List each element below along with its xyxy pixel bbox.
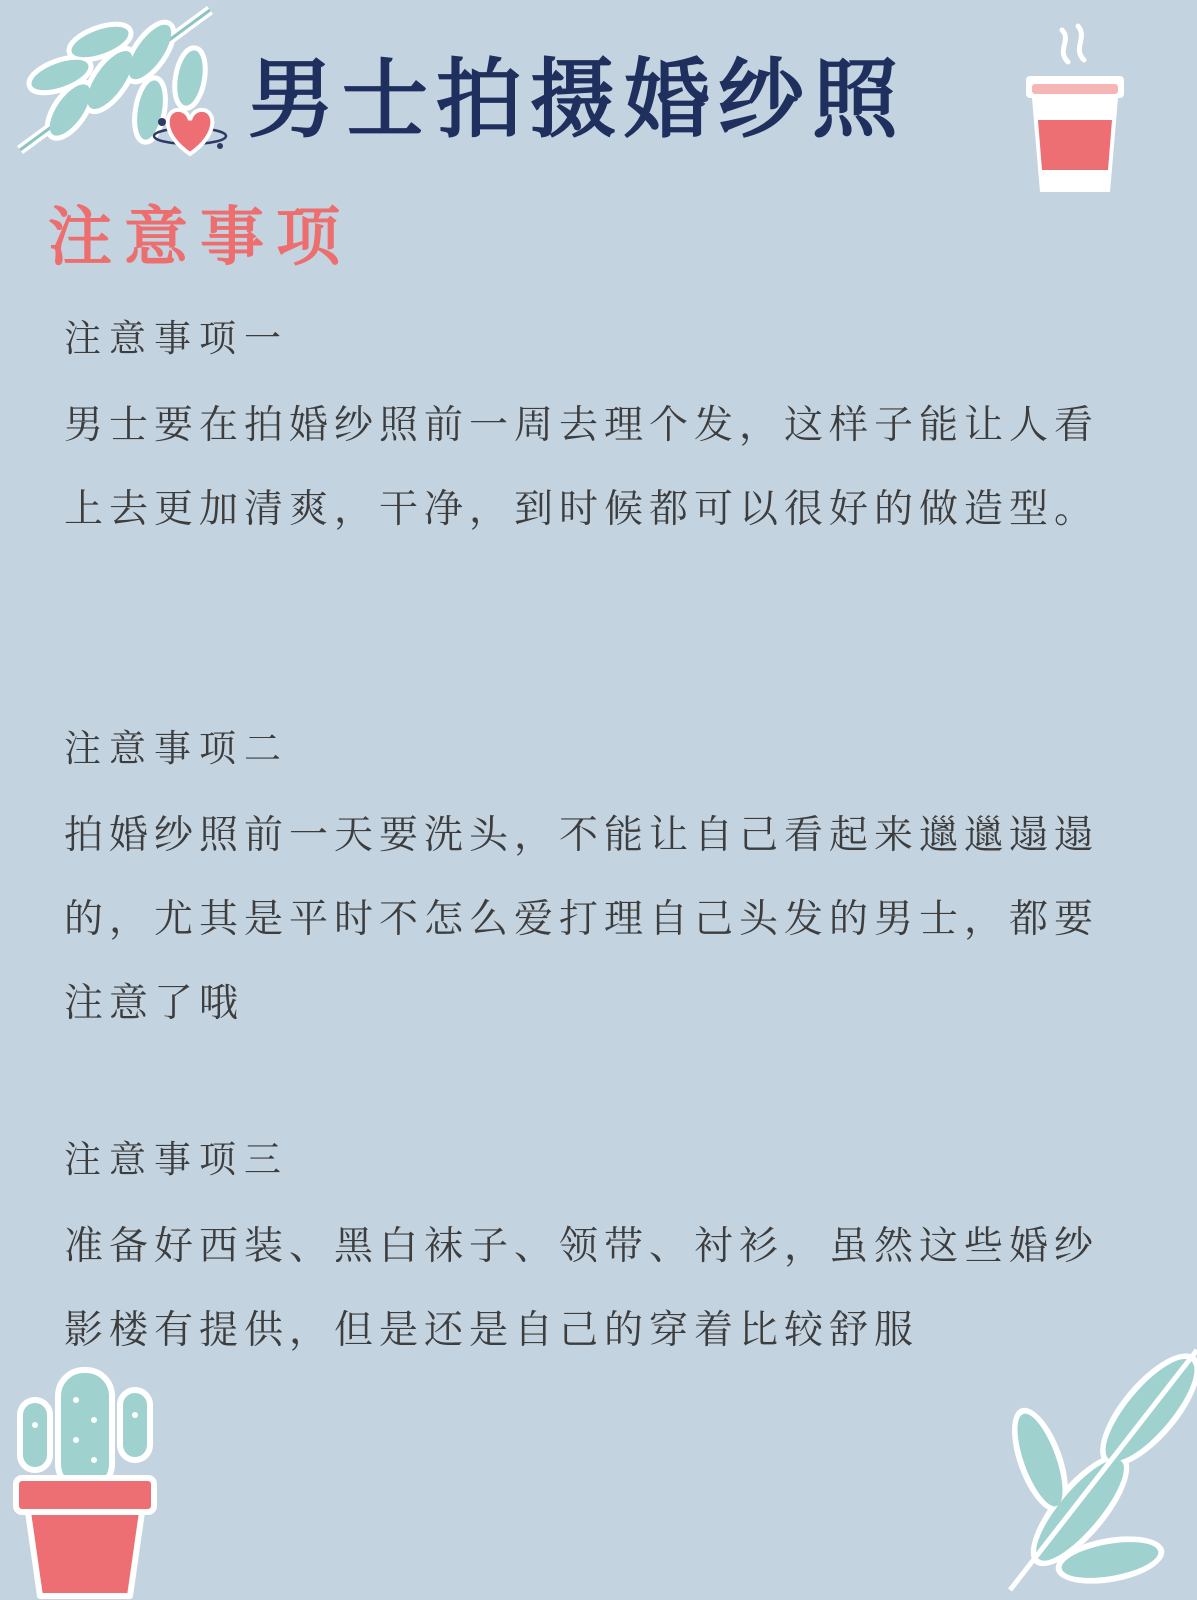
note-body: 拍婚纱照前一天要洗头，不能让自己看起来邋邋遢遢的，尤其是平时不怎么爱打理自己头发的男士，都要注意了哦 [64,813,1100,1026]
note-section [64,1133,1124,1373]
heart-icon [150,100,230,160]
note-heading: 注意事项二 [64,727,289,770]
note-body: 男士要在拍婚纱照前一周去理个发，这样子能让人看上去更加清爽，干净，到时候都可以很好的做造型。 [64,403,1100,532]
cactus-icon [10,1360,160,1600]
note-section [64,312,1124,552]
coffee-cup-icon [1020,20,1130,200]
section-title: 注意事项 [48,201,352,275]
note-heading: 注意事项一 [64,317,289,360]
note-heading: 注意事项三 [64,1138,289,1181]
page-title: 男士拍摄婚纱照 [248,50,906,150]
note-section [64,722,1124,1046]
note-body: 准备好西装、黑白袜子、领带、衬衫，虽然这些婚纱影楼有提供，但是还是自己的穿着比较舒服 [64,1224,1100,1353]
